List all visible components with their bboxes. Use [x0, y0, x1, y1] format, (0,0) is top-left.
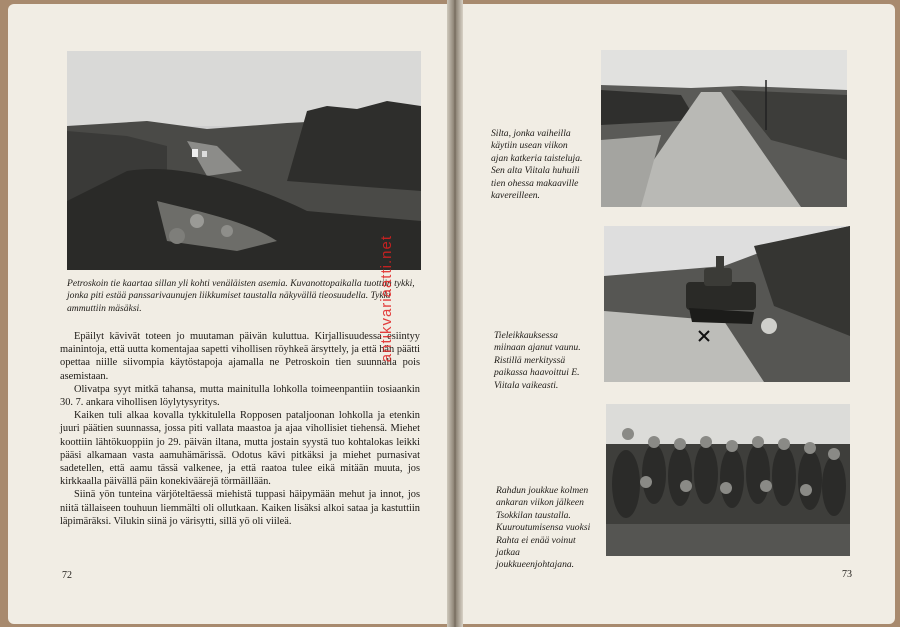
- book-gutter: [447, 0, 463, 627]
- paragraph: Olivatpa syyt mitkä tahansa, mutta mainitulla lohkolla toimeenpantiin tosiaankin 30. 7. ankara vihollisen löylytysyritys.: [60, 383, 420, 409]
- paragraph: Kaiken tuli alkaa kovalla tykkitulella Ropposen pataljoonan lohkolla ja etenkin juuri päätien suunnassa, jossa piti vallata maastoa ja ajaa vihollisiet tiehensä. Miehet koottiin lähtökuoppiin jo 29. päivän iltana, mutta jostain syystä tuo kohtalokas leikki pääsi alkamaan vasta aamuhämärissä. Odotus kävi pitkäksi ja miehet purnasivat sadetellen, että aamu tässä valkenee, ja että raatoa tulee eikä mitään muuta, jos kirkkaalla päivällä päin konekiväärejä törmäillään.: [60, 410, 420, 488]
- photo-dirt-road: [601, 50, 847, 207]
- watermark: antikvariaatti.net: [378, 235, 395, 363]
- photo-caption: Tieleikkauksessa miinaan ajanut vaunu. Ristillä merkityssä paikassa haavoittui E. Viitala vaikeasti.: [494, 330, 581, 391]
- photo-caption: Rahdun joukkue kolmen ankaran viikon jälkeen Tsokkilan taustalla. Kuuroutumisensa vuoksi Rahta ei enää voinut jatkaa joukkueenjohtajana.: [496, 485, 591, 571]
- photo-platoon-group: [606, 404, 850, 556]
- body-text: [60, 330, 420, 528]
- paragraph: Siinä yön tunteina värjöteltäessä miehistä tuppasi häipymään mehut ja innot, jos niitä tällaiseen touhuun liemmälti oli ollutkaan. Kaiken lisäksi alkoi sataa ja kastuttiin läpimäräksi. Vilukin siinä jo värisytti, sillä yö oli viileä.: [60, 489, 420, 527]
- page-number-left: 72: [62, 570, 72, 581]
- photo-destroyed-tank: [604, 226, 850, 382]
- photo-caption: Silta, jonka vaiheilla käytiin usean viikon ajan katkeria taisteluja. Sen alta Viitala huhuili tien ohessa makaaville kavereilleen.: [491, 128, 583, 202]
- photo-road-bridge: [67, 51, 421, 270]
- photo-caption: Petroskoin tie kaartaa sillan yli kohti venäläisten asemia. Kuvanottopaikalla tuottiin tykki, jonka piti estää panssarivaunujen liikkumiset taustalla näkyvällä tieosuudella. Tykki ammuttiin mäsäksi.: [67, 278, 415, 314]
- paragraph: Epäilyt kävivät toteen jo muutaman päivän kuluttua. Kirjallisuudessa esiintyy mainintoja, että uutta komentajaa sapetti vihollisen röyhkeä ärsyttely, ja että hän päätti opettaa niille siivompia käytöstapoja ajamalla ne Petroskoin tien suunnalla pois asemistaan.: [60, 331, 420, 382]
- page-number-right: 73: [842, 569, 852, 580]
